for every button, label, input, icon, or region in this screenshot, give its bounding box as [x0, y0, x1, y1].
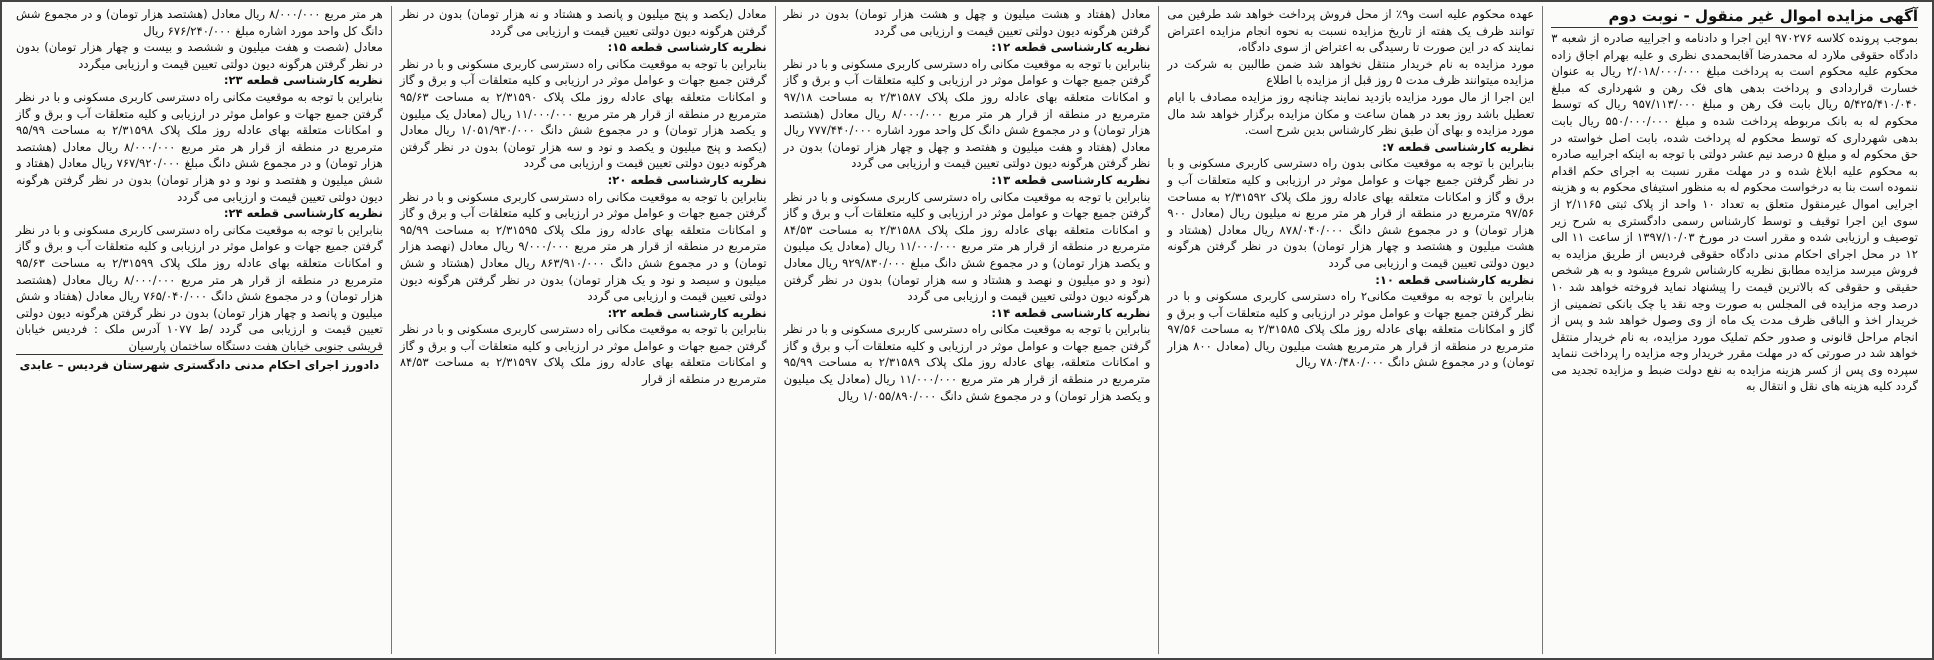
signature-line: دادورز اجرای احکام مدنی دادگستری شهرستان فردیس – عابدی: [16, 354, 383, 374]
notice-title: آگهی مزایده اموال غیر منقول - نوبت دوم: [1551, 6, 1918, 28]
notice-column-1: [1542, 6, 1926, 654]
continuation-paragraph: معادل (هفتاد و هشت میلیون و چهل و هشت هزار تومان) بدون در نظر گرفتن هرگونه دیون دولتی تعیین قیمت و ارزیابی می گردد: [783, 7, 1151, 38]
section-heading: نظریه کارشناسی قطعه ۲۲:: [607, 305, 767, 320]
section-heading: نظریه کارشناسی قطعه ۱۵:: [607, 40, 767, 55]
section-text: بنابراین با توجه به موقعیت مکانی راه دسترسی کاربری مسکونی و با در نظر گرفتن جمیع جهات و عوامل موثر در ارزیابی و کلیه متعلقات آب و برق و گاز و امکانات متعلقه بهای عادله روز ملک پلاک ۲/۳۱۵۸۷ به مساحت ۹۷/۱۸ مترمربع در منطقه از قرار هر متر مربع ۸/۰۰۰/۰۰۰ ریال معادل (هشتصد هزار تومان) و در مجموع شش دانگ کل واحد مورد اشاره ۷۷۷/۴۴۰/۰۰۰ ریال معادل (هفتاد و هفت میلیون و هفتصد و چهل و چهار هزار تومان) بدون در نظر گرفتن هرگونه دیون دولتی تعیین قیمت و ارزیابی می گردد: [783, 56, 1151, 171]
conditions-paragraph: عهده محکوم علیه است و۹٪ از محل فروش پرداخت خواهد شد طرفین می توانند ظرف یک هفته از تاریخ مزایده نسبت به نحوه انجام مزایده اعتراض نمایند که در این صورت تا رسیدگی به اعتراض از سوی دادگاه،: [1167, 7, 1535, 55]
notice-columns: [8, 6, 1926, 654]
section-text: بنابراین با توجه به موقعیت مکانی راه دسترسی کاربری مسکونی و با در نظر گرفتن جمیع جهات و عوامل موثر در ارزیابی و کلیه متعلقات آب و برق و گاز و امکانات متعلقه بهای عادله روز ملک پلاک ۲/۳۱۵۹۸ به مساحت ۹۵/۹۹ مترمربع در منطقه از قرار هر متر مربع ۸/۰۰۰/۰۰۰ ریال معادل (هشتصد هزار تومان) و در مجموع شش دانگ مبلغ ۷۶۷/۹۲۰/۰۰۰ ریال معادل (هفتاد و شش میلیون و هفتصد و نود و دو هزار تومان) بدون در نظر گرفتن هرگونه دیون دولتی تعیین قیمت و ارزیابی می گردد: [16, 89, 383, 204]
section-text: بنابراین با توجه به موقعیت مکانی راه دسترسی کاربری مسکونی و با در نظر گرفتن جمیع جهات و عوامل موثر در ارزیابی و کلیه متعلقات آب و برق و گاز و امکانات متعلقه بهای عادله روز ملک پلاک ۲/۳۱۵۹۵ به مساحت ۹۵/۹۹ مترمربع در منطقه از قرار هر متر مربع ۹/۰۰۰/۰۰۰ ریال معادل (نهصد هزار تومان) و در مجموع شش دانگ ۸۶۳/۹۱۰/۰۰۰ ریال معادل (هشتاد و شش میلیون و سیصد و نود و یک هزار تومان) بدون در نظر گرفتن هرگونه دیون دولتی تعیین قیمت و ارزیابی می گردد: [399, 189, 767, 304]
notice-column-5: [8, 6, 391, 654]
section-heading: نظریه کارشناسی قطعه ۱۳:: [991, 172, 1151, 187]
section-heading: نظریه کارشناسی قطعه ۱۴:: [991, 305, 1151, 320]
section-heading: نظریه کارشناسی قطعه ۱۲:: [991, 40, 1151, 55]
notice-column-4: [391, 6, 775, 654]
section-heading: نظریه کارشناسی قطعه ۲۴:: [223, 206, 383, 221]
notice-column-2: [1158, 6, 1542, 654]
conditions-paragraph: این اجرا از مال مورد مزایده بازدید نمایند چنانچه روز مزایده مصادف با ایام تعطیل باشد روز بعد در همان ساعت و مکان مزایده برگزار خواهد شد مال مورد مزایده و بهای آن طبق نظر کارشناس بدین شرح است.: [1167, 89, 1535, 138]
section-text: بنابراین با توجه به موقعیت مکانی راه دسترسی کاربری مسکونی و با در نظر گرفتن جمیع جهات و عوامل موثر در ارزیابی و کلیه متعلقات آب و برق و گاز و امکانات متعلقه بهای عادله روز ملک پلاک ۲/۳۱۵۹۰ به مساحت ۹۵/۶۳ مترمربع در منطقه از قرار هر متر مربع ۱۱/۰۰۰/۰۰۰ ریال (معادل یک میلیون و یکصد هزار تومان) و در مجموع شش دانگ ۱/۰۵۱/۹۳۰/۰۰۰ ریال معادل (یکصد و پنج میلیون و یکصد و نود و سه هزار تومان) بدون در نظر گرفتن هرگونه دیون دولتی تعیین قیمت و ارزیابی می گردد: [399, 56, 767, 171]
continuation-paragraph: معادل (شصت و هفت میلیون و ششصد و بیست و چهار هزار تومان) بدون در نظر گرفتن هرگونه دیون دولتی تعیین قیمت و ارزیابی میگردد: [16, 40, 383, 71]
conditions-paragraph: مورد مزایده به نام خریدار منتقل نخواهد شد ضمن طالبین به شرکت در مزایده میتوانند ظرف مدت ۵ روز قبل از مزایده با اطلاع: [1167, 56, 1535, 88]
section-heading: نظریه کارشناسی قطعه ۲۳:: [223, 73, 383, 88]
section-heading: نظریه کارشناسی قطعه ۱۰:: [1375, 272, 1535, 287]
section-text: بنابراین با توجه به موقعیت مکانی راه دسترسی کاربری مسکونی و با در نظر گرفتن جمیع جهات و عوامل موثر در ارزیابی و کلیه متعلقات آب و برق و گاز و امکانات متعلقه بهای عادله روز ملک پلاک ۲/۳۱۵۸۸ به مساحت ۸۴/۵۳ مترمربع در منطقه از قرار هر متر مربع ۱۱/۰۰۰/۰۰۰ ریال (معادل یک میلیون و یکصد هزار تومان) و در مجموع شش دانگ مبلغ ۹۲۹/۸۳۰/۰۰۰ ریال معادل (نود و دو میلیون و نهصد و هشتاد و سه هزار تومان) بدون در نظر گرفتن هرگونه دیون دولتی تعیین قیمت و ارزیابی می گردد: [783, 189, 1151, 304]
section-text: بنابراین با توجه به موقعیت مکانی بدون راه دسترسی کاربری مسکونی و با در نظر گرفتن جمیع جهات و عوامل موثر در ارزیابی و کلیه متعلقات آب و برق و گاز و امکانات متعلقه بهای عادله روز ملک پلاک ۲/۳۱۵۹۲ به مساحت ۹۷/۵۶ مترمربع در منطقه از قرار هر متر مربع نه میلیون ریال (معادل ۹۰۰ هزار تومان) و در مجموع شش دانگ ۸۷۸/۰۴۰/۰۰۰ ریال معادل (هشتاد و هشت میلیون و هشتصد و چهار هزار تومان) بدون در نظر گرفتن هرگونه دیون دولتی تعیین قیمت و ارزیابی می گردد: [1167, 156, 1535, 270]
intro-paragraph: بموجب پرونده کلاسه ۹۷۰۲۷۶ این اجرا و دادنامه و اجراییه صادره از شعبه ۳ دادگاه حقوقی ملارد له محمدرضا آقابمحمدی نظری و علیه بهرام اجاق زاده محکوم علیه محکوم است به پرداخت مبلغ ۲/۰۱۸/۰۰۰/۰۰۰ ریال به عنوان خسارت قراردادی و پرداخت بدهی های فک رهن و شهرداری که مبلغ ۵/۴۲۵/۴۱۰/۰۴۰ ریال بابت فک رهن و مبلغ ۹۵۷/۱۱۳/۰۰۰ ریال که توسط محکوم له به بانک مربوطه پرداخت شده و مبلغ ۵۵۰/۰۰۰/۰۰۰ ریال بابت بدهی شهرداری که توسط محکوم له پرداخت شده، بابت اصل خواسته در حق محکوم له و مبلغ ۵ درصد نیم عشر دولتی با توجه به اینکه اجراییه صادره به محکوم علیه ابلاغ شده و در مهلت مقرر نسبت به اجرای حکم اقدام ننموده است بنا به درخواست محکوم له به منظور استیفای محکوم به و هزینه اجرایی اموال غیرمنقول متعلق به تعداد ۱۰ واحد از پلاک ثبتی ۲/۱۱۶۵ از سوی این اجرا توقیف و توسط کارشناس رسمی دادگستری به شرح زیر توصیف و ارزیابی شده و مقرر است در مورخ ۱۳۹۷/۱۰/۰۳ از ساعت ۱۱ الی ۱۲ در محل اجرای احکام مدنی دادگاه حقوقی فردیس از طریق مزایده به فروش میرسد مزایده مطابق نظریه کارشناس شروع میشود و به هر شخص حقیقی و حقوقی که بالاترین قیمت را پیشنهاد نماید فروخته خواهد شد ۱۰ درصد وجه مزایده فی المجلس به صورت وجه نقد یا چک بانکی تضمینی از خریدار اخذ و الباقی ظرف مدت یک ماه از وی وصول خواهد شد و پس از انجام مراحل قانونی و صدور حکم تملیک مورد مزایده، به نام خریدار منتقل خواهد شد در صورتی که در مهلت مقرر خریدار وجه مزایده را پرداخت ننماید سپرده وی پس از کسر هزینه مزایده به نفع دولت ضبط و مزایده تجدید می گردد کلیه هزینه های نقل و انتقال به: [1551, 31, 1919, 394]
section-heading: نظریه کارشناسی قطعه ۷:: [1382, 139, 1535, 154]
continuation-paragraph: هر متر مربع ۸/۰۰۰/۰۰۰ ریال معادل (هشتصد هزار تومان) و در مجموع شش دانگ کل واحد مورد اشاره مبلغ ۶۷۶/۲۴۰/۰۰۰ ریال: [16, 7, 383, 38]
section-text: بنابراین با توجه به موقعیت مکانی۲ راه دسترسی کاربری مسکونی و با در نظر گرفتن جمیع جهات و عوامل موثر در ارزیابی و کلیه متعلقات آب و برق و گاز و امکانات متعلقه بهای عادله روز ملک پلاک ۲/۳۱۵۸۵ به مساحت ۹۷/۵۶ مترمربع در منطقه از قرار هر مترمربع هشت میلیون ریال (معادل ۸۰۰ هزار تومان) و در مجموع شش دانگ ۷۸۰/۴۸۰/۰۰۰ ریال: [1167, 289, 1535, 370]
section-text: بنابراین با توجه به موقعیت مکانی راه دسترسی کاربری مسکونی و با در نظر گرفتن جمیع جهات و عوامل موثر در ارزیابی و کلیه متعلقات آب و برق و گاز و امکانات متعلقه، بهای عادله روز ملک پلاک ۲/۳۱۵۸۹ به مساحت ۹۵/۹۹ مترمربع در منطقه از قرار هر متر مربع ۱۱/۰۰۰/۰۰۰ ریال (معادل یک میلیون و یکصد هزار تومان) و در مجموع شش دانگ ۱/۰۵۵/۸۹۰/۰۰۰ ریال: [783, 322, 1151, 403]
section-heading: نظریه کارشناسی قطعه ۲۰:: [607, 172, 767, 187]
section-text: بنابراین با توجه به موقعیت مکانی راه دسترسی کاربری مسکونی و با در نظر گرفتن جمیع جهات و عوامل موثر در ارزیابی و کلیه متعلقات آب و برق و گاز و امکانات متعلقه بهای عادله روز ملک پلاک ۲/۳۱۵۹۷ به مساحت ۸۴/۵۳ مترمربع در منطقه از قرار: [399, 322, 767, 387]
notice-column-3: [775, 6, 1159, 654]
section-text: بنابراین با توجه به موقعیت مکانی راه دسترسی کاربری مسکونی و با در نظر گرفتن جمیع جهات و عوامل موثر در ارزیابی و کلیه متعلقات آب و برق و گاز و امکانات متعلقه بهای عادله روز ملک پلاک ۲/۳۱۵۹۹ به مساحت ۹۵/۶۳ مترمربع در منطقه از قرار هر متر مربع ۸/۰۰۰/۰۰۰ ریال معادل (هشتصد هزار تومان) و در مجموع شش دانگ ۷۶۵/۰۴۰/۰۰۰ ریال معادل (هفتاد و شش میلیون و پانصد و چهار هزار تومان) بدون در نظر گرفتن هرگونه دیون دولتی تعیین قیمت و ارزیابی می گردد /ط ۱۰۷۷ آدرس ملک : فردیس خیابان قریشی جنوبی خیابان هفت دستگاه ساختمان پارسیان: [16, 222, 383, 353]
continuation-paragraph: معادل (یکصد و پنج میلیون و پانصد و هشتاد و نه هزار تومان) بدون در نظر گرفتن هرگونه دیون دولتی تعیین قیمت و ارزیابی می گردد: [399, 7, 767, 38]
